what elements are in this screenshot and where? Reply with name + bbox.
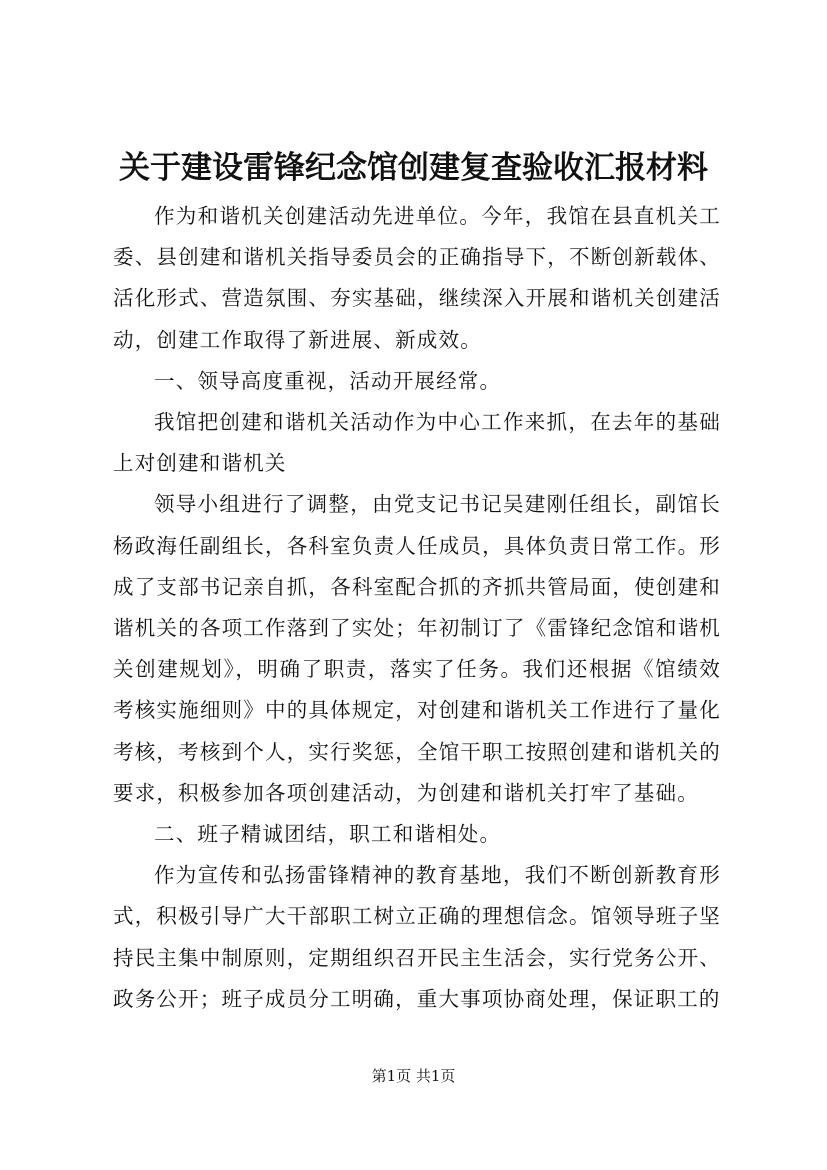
document-body xyxy=(113,196,721,1020)
paragraph-2a: 作为宣传和弘扬雷锋精神的教育基地，我们不断创新教育形式，积极引导广大干部职工树立正确的理想信念。馆领导班子坚持民主集中制原则，定期组织召开民主生活会，实行党务公开、政务公开；班子成员分工明确，重大事项协商处理，保证职工的 xyxy=(113,863,721,1011)
document-title: 关于建设雷锋纪念馆创建复查验收汇报材料 xyxy=(119,150,708,186)
paragraph-intro: 作为和谐机关创建活动先进单位。今年，我馆在县直机关工委、县创建和谐机关指导委员会的正确指导下，不断创新载体、活化形式、营造氛围、夯实基础，继续深入开展和谐机关创建活动，创建工作取得了新进展、新成效。 xyxy=(113,204,721,352)
page-number-footer: 第1页 共1页 xyxy=(371,1067,456,1085)
paragraph-1b: 领导小组进行了调整，由党支记书记吴建刚任组长，副馆长杨政海任副组长，各科室负责人任成员，具体负责日常工作。形成了支部书记亲自抓，各科室配合抓的齐抓共管局面，使创建和谐机关的各项工作落到了实处；年初制订了《雷锋纪念馆和谐机关创建规划》，明确了职责，落实了任务。我们还根据《馆绩效考核实施细则》中的具体规定，对创建和谐机关工作进行了量化考核，考核到个人，实行奖惩，全馆干职工按照创建和谐机关的要求，积极参加各项创建活动，为创建和谐机关打牢了基础。 xyxy=(113,492,721,805)
section-heading-1: 一、领导高度重视，活动开展经常。 xyxy=(154,368,502,393)
paragraph-1a: 我馆把创建和谐机关活动作为中心工作来抓，在去年的基础上对创建和谐机关 xyxy=(113,410,721,476)
section-heading-2: 二、班子精诚团结，职工和谐相处。 xyxy=(154,822,502,847)
